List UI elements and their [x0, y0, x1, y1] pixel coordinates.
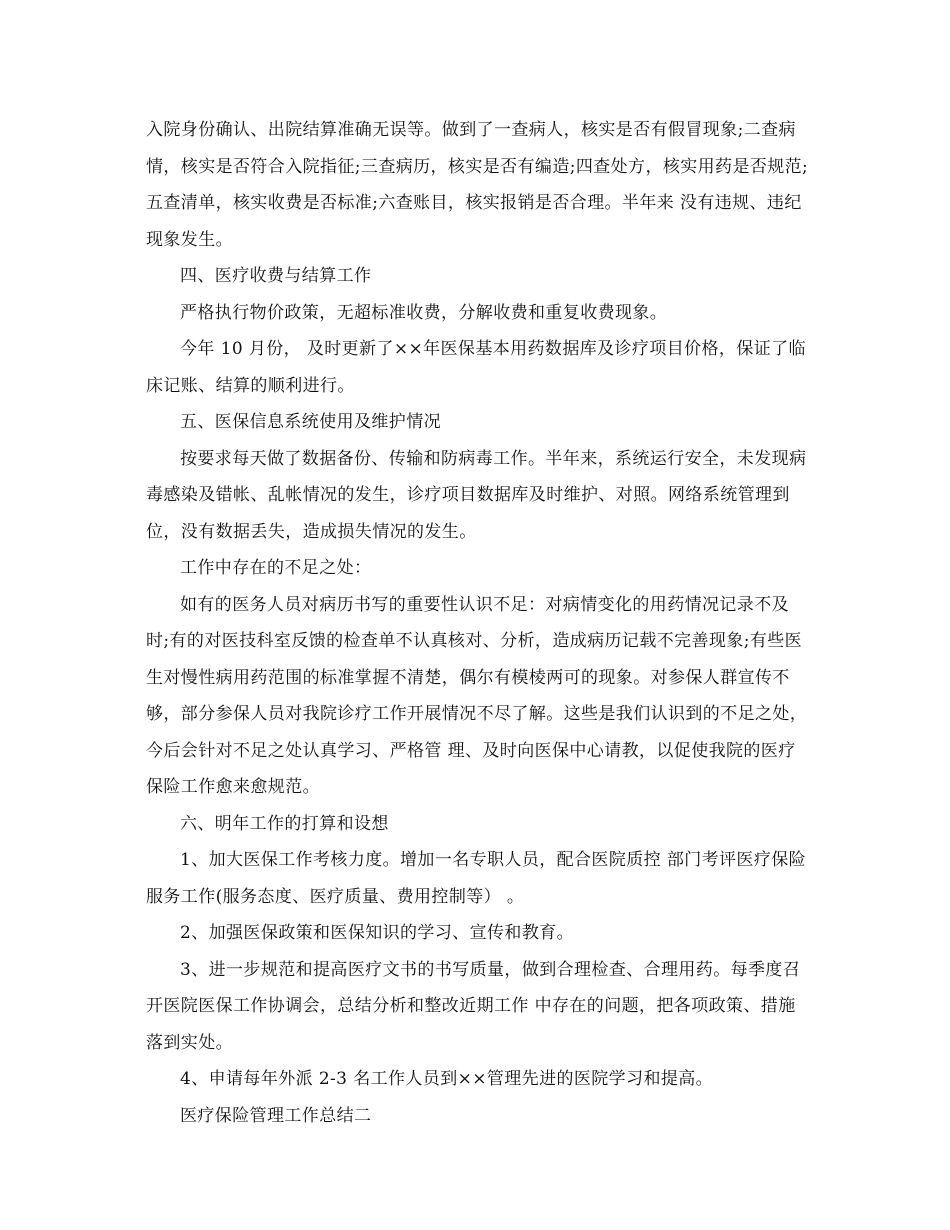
- list-item: 1、加大医保工作考核力度。增加一名专职人员，配合医院质控 部门考评医疗保险服务工作(服务态度、医疗质量、费用控制等） 。: [146, 850, 807, 907]
- section-title-summary-two: 医疗保险管理工作总结二: [180, 1105, 372, 1126]
- paragraph: 严格执行物价政策，无超标准收费，分解收费和重复收费现象。: [180, 302, 668, 323]
- section-heading-info-system: 五、医保信息系统使用及维护情况: [180, 412, 441, 432]
- document-body: [146, 112, 812, 1134]
- section-heading-next-year-plan: 六、明年工作的打算和设想: [180, 813, 389, 834]
- section-heading-shortcomings: 工作中存在的不足之处：: [180, 558, 372, 578]
- paragraph: 今年 10 月份， 及时更新了××年医保基本用药数据库及诊疗项目价格，保证了临床记账、结算的顺利进行。: [146, 339, 806, 396]
- paragraph: 如有的医务人员对病历书写的重要性认识不足：对病情变化的用药情况记录不及时;有的对医技科室反馈的检查单不认真核对、分析，造成病历记载不完善现象;有些医生对慢性病用药范围的标准掌握不清楚，偶尔有模棱两可的现象。对参保人群宣传不够，部分参保人员对我院诊疗工作开展情况不尽了解。这些是我们认识到的不足之处，今后会针对不足之处认真学习、严格管 理、及时向医保中心请教，以促使我院的医疗保险工作愈来愈规范。: [146, 594, 808, 797]
- paragraph-continuation: 入院身份确认、出院结算准确无误等。做到了一查病人，核实是否有假冒现象;二查病情，核实是否符合入院指征;三查病历，核实是否有编造;四查处方，核实用药是否规范;五查清单，核实收费是否标准;六查账目，核实报销是否合理。半年来 没有违规、违纪现象发生。: [146, 120, 809, 250]
- paragraph: 按要求每天做了数据备份、传输和防病毒工作。半年来，系统运行安全，未发现病毒感染及错帐、乱帐情况的发生，诊疗项目数据库及时维护、对照。网络系统管理到位，没有数据丢失，造成损失情况的发生。: [146, 448, 807, 542]
- list-item: 2、加强医保政策和医保知识的学习、宣传和教育。: [180, 923, 575, 943]
- list-item: 3、进一步规范和提高医疗文书的书写质量，做到合理检查、合理用药。每季度召开医院医保工作协调会，总结分析和整改近期工作 中存在的问题，把各项政策、措施落到实处。: [146, 959, 801, 1053]
- list-item: 4、申请每年外派 2-3 名工作人员到××管理先进的医院学习和提高。: [180, 1069, 714, 1089]
- section-heading-billing: 四、医疗收费与结算工作: [180, 266, 372, 286]
